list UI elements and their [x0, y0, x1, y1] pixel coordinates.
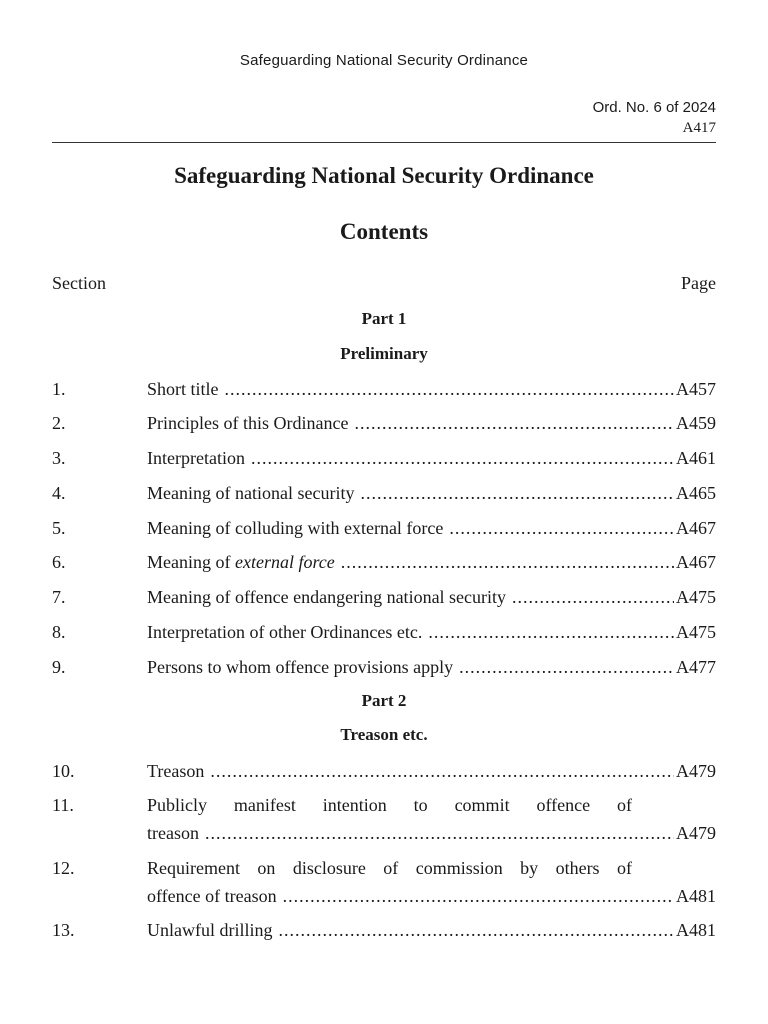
entry-page: A479: [676, 823, 716, 843]
dot-leader: [428, 618, 674, 646]
entry-line: [147, 479, 716, 507]
entry-page: A481: [676, 886, 716, 906]
entry-title-line-1: Publicly manifest intention to commit offence of: [147, 795, 632, 815]
entry-number: 11.: [52, 795, 74, 815]
dot-leader: [341, 548, 674, 576]
entry-page: A465: [676, 483, 716, 503]
entry-title-line-1: Requirement on disclosure of commission by others of: [147, 858, 632, 878]
entry-number: 7.: [52, 587, 66, 607]
entry-title: Treason: [147, 761, 205, 781]
entry-line: [147, 409, 716, 437]
entry-title: Interpretation of other Ordinances etc.: [147, 622, 423, 642]
dot-leader: [251, 444, 674, 472]
entry-number: 8.: [52, 622, 66, 642]
entry-number: 13.: [52, 920, 75, 940]
entry-page: A477: [676, 657, 716, 677]
dot-leader: [459, 653, 674, 681]
header-rule: [52, 142, 716, 143]
entry-number: 2.: [52, 413, 66, 433]
entry-number: 3.: [52, 448, 66, 468]
entry-line: [147, 819, 716, 847]
entry-page: A481: [676, 920, 716, 940]
entry-page: A475: [676, 622, 716, 642]
entry-title: Principles of this Ordinance: [147, 413, 349, 433]
entry-line: [147, 375, 716, 403]
dot-leader: [354, 409, 674, 437]
running-header: Safeguarding National Security Ordinance: [239, 52, 529, 69]
entry-page: A467: [676, 518, 716, 538]
dot-leader: [210, 757, 674, 785]
entry-line: [147, 757, 716, 785]
entry-line: [147, 916, 716, 944]
entry-title: Short title: [147, 379, 219, 399]
section-column-heading: Section: [52, 273, 106, 293]
part-2-title: Treason etc.: [340, 725, 428, 744]
entry-line: [147, 653, 716, 681]
toc-entry-11[interactable]: [52, 791, 716, 851]
entry-title: Meaning of offence endangering national security: [147, 587, 507, 607]
dot-leader: [225, 375, 675, 403]
entry-line: [147, 548, 716, 576]
entry-line: [147, 444, 716, 472]
entry-title: Interpretation: [147, 448, 245, 468]
entry-title: [147, 548, 335, 576]
part-1-title: Preliminary: [340, 344, 428, 363]
part-1-label: Part 1: [361, 309, 407, 328]
dot-leader: [278, 916, 674, 944]
dot-leader: [283, 882, 674, 910]
entry-number: 10.: [52, 761, 75, 781]
entry-number: 9.: [52, 657, 66, 677]
dot-leader: [512, 583, 674, 611]
dot-leader: [449, 514, 674, 542]
entry-page: A467: [676, 552, 716, 572]
entry-page: A461: [676, 448, 716, 468]
entry-number: 5.: [52, 518, 66, 538]
entry-number: 12.: [52, 858, 75, 878]
entry-line: [147, 514, 716, 542]
entry-number: 6.: [52, 552, 66, 572]
entry-title: Meaning of colluding with external force: [147, 518, 444, 538]
ordinance-number: Ord. No. 6 of 2024: [592, 99, 716, 116]
entry-page: A479: [676, 761, 716, 781]
dot-leader: [205, 819, 674, 847]
entry-title-line-2: offence of treason: [147, 886, 277, 906]
ordinance-number-block: [593, 97, 716, 139]
entry-page: A457: [676, 379, 716, 399]
contents-heading: Contents: [339, 219, 429, 244]
entry-page: A459: [676, 413, 716, 433]
part-2-label: Part 2: [361, 691, 407, 710]
entry-number: 1.: [52, 379, 66, 399]
entry-page: A475: [676, 587, 716, 607]
entry-title: Meaning of national security: [147, 483, 355, 503]
dot-leader: [360, 479, 674, 507]
entry-line: [147, 618, 716, 646]
entry-line: [147, 583, 716, 611]
page-number: A417: [682, 120, 716, 136]
toc-entry-12[interactable]: [52, 854, 716, 914]
entry-title: Unlawful drilling: [147, 920, 273, 940]
entry-title-prefix: Meaning of: [147, 552, 235, 572]
entry-title-italic: external force: [234, 552, 335, 572]
entry-title-line-2: treason: [147, 823, 199, 843]
page-column-heading: Page: [681, 273, 716, 293]
entry-title: Persons to whom offence provisions apply: [147, 657, 454, 677]
entry-line: [147, 882, 716, 910]
document-title: Safeguarding National Security Ordinance: [174, 163, 594, 188]
entry-number: 4.: [52, 483, 66, 503]
